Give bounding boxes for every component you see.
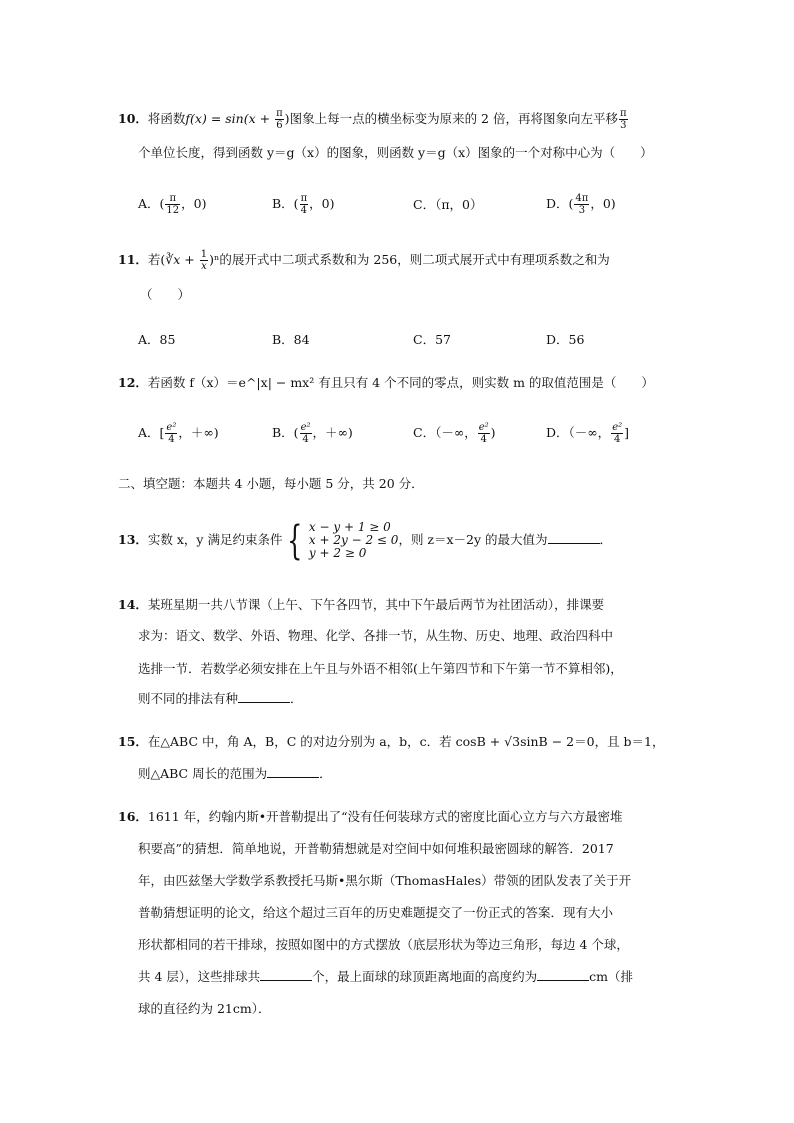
fraction [611, 422, 623, 445]
q10-line1 [118, 108, 629, 131]
fraction [300, 193, 309, 216]
fraction [574, 193, 589, 216]
option-label: A．( [138, 196, 165, 211]
fraction [619, 108, 628, 131]
denominator: 12 [166, 205, 180, 216]
denominator: 4 [613, 434, 621, 445]
q12-option-b[interactable] [272, 422, 353, 445]
q10-text-mid: 图象上每一点的横坐标变为原来的 2 倍，再将图象向左平移 [289, 111, 618, 126]
q16-line5: 形状都相同的若干排球，按照如图中的方式摆放（底层形状为等边三角形，每边 4 个球， [138, 937, 629, 952]
numerator: 4π [575, 193, 589, 204]
q15-end: ． [319, 766, 332, 781]
numerator: π [165, 193, 180, 205]
q16-line7: 球的直径约为 21cm）． [138, 1001, 271, 1016]
option-tail: ，0) [309, 196, 335, 211]
denominator: 3 [578, 205, 586, 216]
q15-line1 [118, 733, 665, 751]
q14-line2: 求为：语文、数学、外语、物理、化学、各排一节，从生物、历史、地理、政治四科中 [138, 628, 614, 643]
q16-line6 [138, 968, 633, 986]
option-tail: ] [624, 425, 630, 440]
question-number: 16． [118, 809, 148, 824]
question-number: 15． [118, 734, 148, 749]
numerator: e² [166, 422, 177, 433]
q15-text: 在△ABC 中，角 A，B，C 的对边分别为 a，b，c．若 cosB + √3sinB − 2＝0，且 b＝1， [147, 734, 665, 749]
q10-option-d[interactable] [546, 193, 616, 216]
denominator: 4 [300, 205, 308, 216]
answer-blank[interactable] [548, 531, 600, 544]
q11-option-a[interactable]: A．85 [138, 332, 176, 347]
answer-blank[interactable] [537, 968, 589, 981]
q16-line1 [118, 808, 622, 826]
numerator: e² [300, 422, 311, 433]
q16-line2: 积要高”的猜想．简单地说，开普勒猜想就是对空间中如何堆积最密圆球的解答．2017 [138, 841, 614, 856]
question-number: 11． [118, 252, 148, 267]
answer-blank[interactable] [238, 690, 290, 703]
constraint: y + 2 ≥ 0 [308, 546, 367, 560]
q14-line1 [118, 596, 604, 614]
numerator: π [276, 108, 283, 119]
denominator: 4 [480, 434, 487, 445]
option-label: D．( [546, 196, 574, 211]
fraction [165, 193, 180, 216]
q13-suffix: ，则 z＝x－2y 的最大值为 [398, 532, 548, 547]
q11-line1 [118, 249, 610, 272]
q16-text: 共 4 层），这些排球共 [138, 969, 261, 984]
constraint: x − y + 1 ≥ 0 [308, 520, 391, 534]
option-label: B．( [272, 196, 299, 211]
q11-prefix: 若( [147, 252, 166, 267]
q16-text: 1611 年，约翰内斯•开普勒提出了“没有任何装球方式的密度比面心立方与六方最密堆 [147, 809, 623, 824]
denominator: 6 [276, 120, 283, 131]
option-tail: ，0) [590, 196, 616, 211]
option-tail: ，0) [181, 196, 207, 211]
q10-option-b[interactable] [272, 193, 335, 216]
q15-line2 [138, 765, 332, 783]
question-number: 13． [118, 532, 148, 547]
q14-line3: 选排一节．若数学必须安排在上午且与外语不相邻(上午第四节和下午第一节不算相邻)， [138, 661, 623, 676]
q11-suffix: )ⁿ的展开式中二项式系数和为 256，则二项式展开式中有理项系数之和为 [209, 252, 610, 267]
q13-end: ． [599, 532, 613, 547]
brace-icon: { [287, 517, 303, 564]
question-number: 12． [118, 375, 148, 390]
q10-func-close: ) [284, 111, 290, 126]
q14-end: ． [290, 691, 303, 706]
q12-option-a[interactable] [138, 422, 219, 445]
q11-option-c[interactable]: C．57 [413, 332, 451, 347]
numerator: 1 [200, 249, 208, 260]
option-label: C．（π，0） [413, 197, 483, 212]
constraint: x + 2y − 2 ≤ 0 [308, 533, 399, 547]
q11-option-d[interactable]: D．56 [546, 332, 585, 347]
answer-blank[interactable] [267, 765, 319, 778]
option-label: D．（－∞， [546, 425, 611, 440]
denominator: 3 [620, 120, 627, 131]
q12-option-d[interactable] [546, 422, 629, 445]
q11-root: ∛x + [165, 252, 199, 267]
fraction [165, 422, 177, 445]
answer-blank[interactable] [260, 968, 312, 981]
q12-text: 若函数 f（x）＝e^|x| − mx² 有且只有 4 个不同的零点，则实数 m 的取值范围是（ ） [147, 375, 654, 390]
fraction [200, 249, 208, 272]
denominator: x [201, 261, 207, 272]
q10-option-a[interactable] [138, 193, 206, 216]
q16-text: cm（排 [589, 969, 634, 984]
question-number: 14． [118, 597, 148, 612]
denominator: 4 [302, 434, 309, 445]
numerator: π [300, 193, 308, 204]
q12-line1 [118, 374, 654, 392]
option-tail: ，＋∞) [178, 425, 219, 440]
q16-line3: 年，由匹兹堡大学数学系教授托马斯•黑尔斯（ThomasHales）带领的团队发表了关于开 [138, 873, 632, 888]
q10-text: 将函数 [147, 111, 186, 126]
q10-func: f(x) = sin(x + [185, 111, 275, 126]
fraction [478, 422, 490, 445]
option-label: A．[ [138, 425, 165, 440]
option-tail: ，＋∞) [312, 425, 353, 440]
numerator: π [619, 108, 627, 119]
q16-line4: 普勒猜想证明的论文，给这个超过三百年的历史难题提交了一份正式的答案．现有大小 [138, 905, 614, 920]
question-number: 10． [118, 111, 148, 126]
constraint-system [309, 521, 399, 560]
q11-line2: （ ） [140, 287, 191, 302]
numerator: e² [612, 422, 623, 433]
section-heading: 二、填空题：本题共 4 小题，每小题 5 分，共 20 分． [118, 476, 424, 491]
q16-text: 个，最上面球的球顶距离地面的高度约为 [312, 969, 538, 984]
option-label: B．( [272, 425, 299, 440]
q14-line4 [138, 690, 303, 708]
numerator: e² [478, 422, 489, 433]
q14-text: 某班星期一共八节课（上午、下午各四节，其中下午最后两节为社团活动），排课要 [147, 597, 605, 612]
q15-text: 则△ABC 周长的范围为 [138, 766, 268, 781]
q11-option-b[interactable]: B．84 [272, 332, 310, 347]
denominator: 4 [168, 434, 175, 445]
option-tail: ) [490, 425, 496, 440]
q12-option-c[interactable] [413, 422, 496, 445]
q14-text: 则不同的排法有种 [138, 691, 239, 706]
fraction [275, 108, 284, 131]
q13-prefix: 实数 x，y 满足约束条件 [147, 532, 283, 547]
q10-option-c[interactable] [413, 196, 482, 214]
q10-line2: 个单位长度，得到函数 y＝g（x）的图象，则函数 y＝g（x）图象的一个对称中心为（ ） [138, 145, 653, 160]
q13-line [118, 517, 612, 563]
fraction [300, 422, 312, 445]
option-label: C．（－∞， [413, 425, 477, 440]
